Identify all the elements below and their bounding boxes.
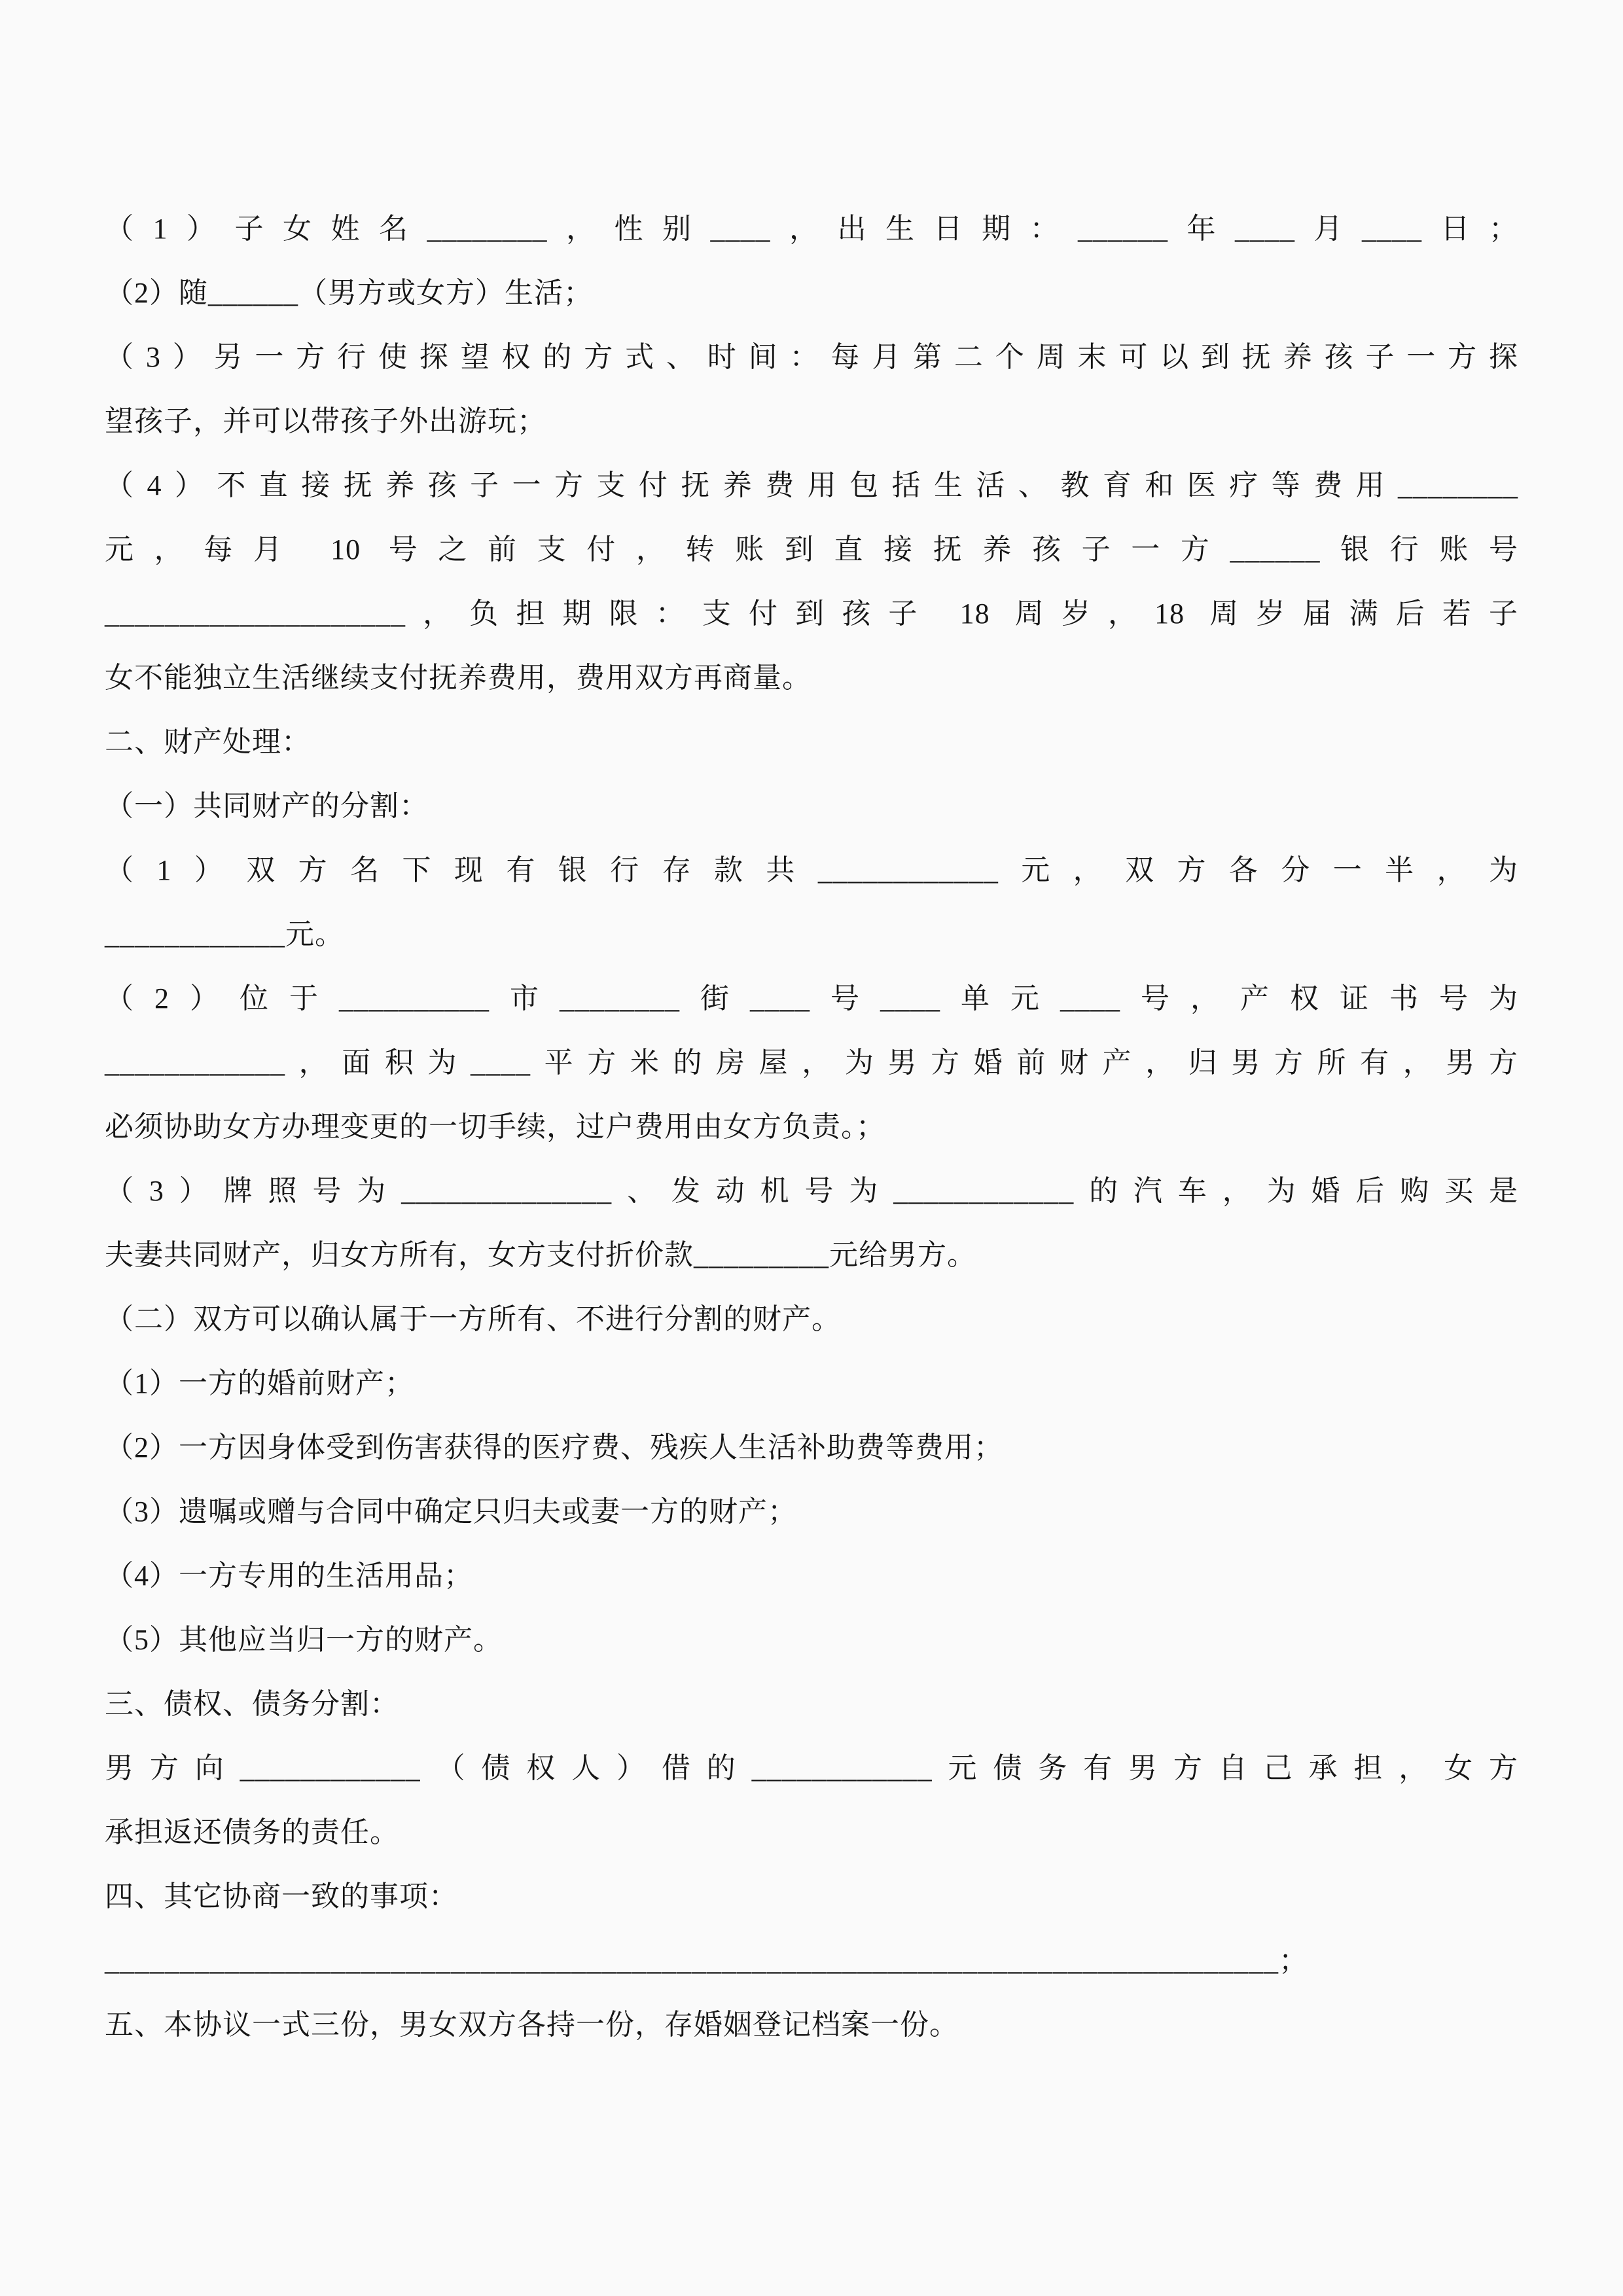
document-line: （2）一方因身体受到伤害获得的医疗费、残疾人生活补助费等费用； <box>105 1431 1003 1463</box>
section-heading-debts: 三、债权、债务分割： <box>105 1688 399 1720</box>
document-line: 夫妻共同财产，归女方所有，女方支付折价款_________元给男方。 <box>105 1239 976 1271</box>
document-line: （1）子女姓名________，性别____，出生日期：______年____月____日； <box>105 213 1518 245</box>
subsection-heading-separate-property: （二）双方可以确认属于一方所有、不进行分割的财产。 <box>105 1303 841 1335</box>
document-line: 望孩子，并可以带孩子外出游玩； <box>105 405 546 437</box>
document-line: （4）不直接抚养孩子一方支付抚养费用包括生活、教育和医疗等费用________ <box>105 469 1518 501</box>
document-line: （3）牌照号为______________、发动机号为____________的汽车，为婚后购买是 <box>105 1175 1518 1207</box>
blank-fill-line: ______________________________________________________________________________； <box>105 1945 1308 1977</box>
document-line: （3）另一方行使探望权的方式、时间：每月第二个周末可以到抚养孩子一方探 <box>105 341 1518 373</box>
document-line: ____________元。 <box>105 918 344 950</box>
document-line: 元，每月 10 号之前支付，转账到直接抚养孩子一方______银行账号 <box>105 533 1518 565</box>
document-line: 男方向____________（债权人）借的____________元债务有男方自己承担，女方 <box>105 1752 1518 1784</box>
document-line: 女不能独立生活继续支付抚养费用，费用双方再商量。 <box>105 662 812 694</box>
section-heading-property: 二、财产处理： <box>105 726 311 758</box>
document-line: （4）一方专用的生活用品； <box>105 1560 473 1592</box>
document-line: ____________________，负担期限：支付到孩子 18 周岁，18 周岁届满后若子 <box>105 598 1518 630</box>
section-heading-copies: 五、本协议一式三份，男女双方各持一份，存婚姻登记档案一份。 <box>105 2009 959 2041</box>
document-line: 必须协助女方办理变更的一切手续，过户费用由女方负责。； <box>105 1111 885 1143</box>
document-line: ____________，面积为____平方米的房屋，为男方婚前财产，归男方所有，男方 <box>105 1047 1518 1079</box>
document-line: （1）双方名下现有银行存款共____________元，双方各分一半，为 <box>105 854 1518 886</box>
document-line: （3）遗嘱或赠与合同中确定只归夫或妻一方的财产； <box>105 1496 797 1528</box>
document-line: （5）其他应当归一方的财产。 <box>105 1624 503 1656</box>
document-line: （2）随______（男方或女方）生活； <box>105 277 593 309</box>
subsection-heading-joint-property: （一）共同财产的分割： <box>105 790 429 822</box>
document-line: 承担返还债务的责任。 <box>105 1816 399 1848</box>
section-heading-other-matters: 四、其它协商一致的事项： <box>105 1880 458 1912</box>
document-line: （2）位于__________市________街____号____单元____号，产权证书号为 <box>105 982 1518 1014</box>
document-line: （1）一方的婚前财产； <box>105 1367 414 1399</box>
